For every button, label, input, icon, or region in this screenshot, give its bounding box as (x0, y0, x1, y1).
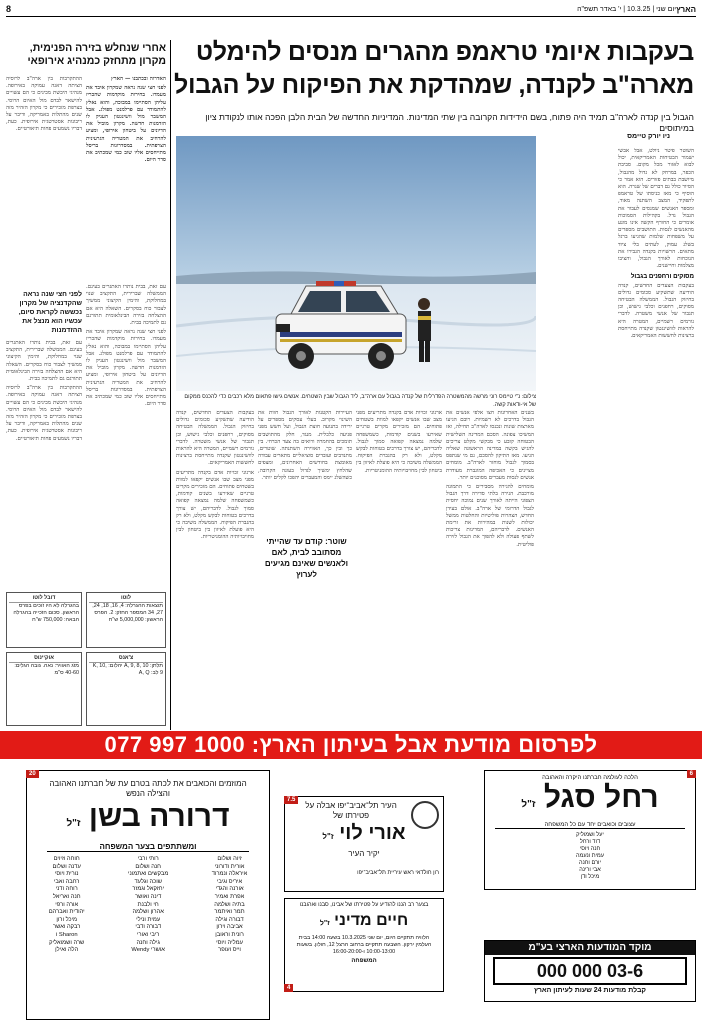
notice-name-text: דרורה בשן (88, 800, 230, 833)
lotto-label: לוטו (89, 595, 163, 603)
ocean-text: מזג האוויר: נאה. גובה הגלים: 40-60 ס"מ (14, 663, 79, 676)
notice-top-text: המוזמים והכואבים את לכתה בטרם עת של חברתנו האהובה והצילה הנפש (49, 779, 247, 798)
notice-name-line: חנה ושלום (135, 863, 161, 870)
article-column-1 (618, 148, 694, 726)
sidebar-text-2: ההתקרבות בין ארה"ב לרוסיה הציתה דאגה עמוקה באירופה. מנהיגי היבשת מבינים כי הם עשויים להישאר לבדם מול האיום הרוסי. בצרפת מזכירים כי מקרון הזהיר מזה שנים מהתלות באמריקה, ודיבר על ריבונות אסטרטגית אירופית. כעת, דבריו נשמעים פחות תיאורטיים. (6, 76, 82, 133)
names-column-right (212, 856, 248, 955)
article-subhead: הגבול בין קנדה לארה"ב תמיד היה פתוח, בשם הידידות הקרובה בין שתי המדינות. המדיניות החדשה של הבית הלבן הפכה אותו לנקודת ציון במיתוסים (205, 112, 694, 133)
notice-name-line: זיוה ושלום (217, 856, 242, 862)
ads-center-phone: 03-6 000 000 (493, 957, 687, 985)
notice-names-grid (27, 856, 269, 955)
notice-text: הלוויה תתקיים היום, יום שני 10.3.2025 בשעה 14:00 בבית העלמין ירקון. השבעה תתקיים ברחוב הרצל 12, חולון. בשעות 10:00-13:00 ו-16:00-20:00 (296, 935, 432, 955)
sidebar-text-3b: עם זאת, בבית נותרו האתגרים בעינם. הממשלה שברירית, התקציב שנוי במחלוקת, והימין הקיצוני ממשיך לצבור כוח בסקרים. השאלה היא אם ההצלחה בזירה הבינלאומית תתורגם גם לתמיכה בבית. (6, 340, 82, 383)
notice-badge: 6 (687, 770, 696, 778)
sidebar-column-right-2 (86, 284, 166, 584)
sidebar-text-3: עם זאת, בבית נותרו האתגרים בעינם. הממשלה שברירית, התקציב שנוי במחלוקת, והימין הקיצוני ממשיך לצבור כוח בסקרים. השאלה היא אם ההצלחה בזירה הבינלאומית תתורגם גם לתמיכה בבית. (86, 284, 166, 327)
double-lotto-label: דובל לוטו (9, 595, 79, 603)
notice-family: המשפחה (351, 958, 377, 964)
notice-name-line: אהרון ושלמה (132, 909, 164, 916)
notice-top-text: העיר תל־אביב־יפו אבלה על פטירתו של (305, 801, 397, 820)
notice-name-line: חי ולבנת (137, 901, 159, 908)
double-lotto-text: בהגרלה לא היו זוכים בפרס הראשון. סכום הזכייה בהגרלה הבאה: 750,000 ש"ח (13, 603, 79, 623)
article-col1-text: השוטר פיטר ניולט, אבל אבשי ישמור הבטיחות האמריקאית, יכול לבוא לאזור מכל מקום. סביבת הכפר, במרחק לא גדול מהגבול, מיושבת בבתים פזורים. הוא אמר כי הסיור כולל גם דברים של שגרה. הוא הוסיף כי מאז כניסתו של טראמפ לתפקיד, המצב השתנה מאוד, ומספר האנשים שמנסים לעבור את הגבול גדל. בקהילות הסמוכות אומרים כי החורף הקשה אינו מונע מהאנשים לנסות. התושבים מספרים על משפחות שלמות שהגיעו ברגל בשלג עמוק, לעתים בלי ציוד מתאים. הרשויות בקנדה הגבירו את הנוכחות לאורך הגבול, והציבו מצלמות וחיישנים. (618, 148, 694, 270)
notice-name-line: שרה ושמואליק (49, 939, 85, 946)
notice-name-line: אבי ורינה (579, 867, 601, 873)
notice-names (485, 832, 695, 881)
notice-name-line: אורנה והגדי (215, 886, 244, 893)
notice-name-line: ריבי ואורי (137, 931, 160, 938)
photo-caption (176, 393, 536, 409)
notice-name-line: רותי ורבי (137, 856, 159, 862)
notice-name-text: חיים מדיני (334, 912, 409, 929)
page-number: 8 (6, 4, 12, 14)
notice-name-line: יורם וחנה (579, 860, 601, 866)
article-col5-extra: בעקבות הצעדים החדשים, קנדה הודיעה שתשקיע סכומים גדולים בחיזוק הגבול. הממשלה הבטיחה מסוקים, רחפנים וכלבי גישוש, וכן תגבור של אנשי משטרה. לדברי גורמים רשמיים, המטרה היא להראות לוושינגטון שקנדה מתייחסת ברצינות לחששות האמריקאים. (176, 410, 254, 467)
notice-role: יקיר העיר (348, 849, 380, 858)
sidebar-headline: אחרי שנחלש בזירה הפנימית, מקרון מתחזק כמנהיג אירופאי (27, 42, 166, 67)
notice-name-line: הלה ואילן (55, 947, 79, 954)
notice-name-line: נורית ויוסי (54, 871, 79, 878)
notice-name-line: חוחה וזיוים (53, 856, 80, 862)
notice-bottom: רון חולדאי ראש עיריית תל־אביב־יפו (357, 870, 439, 876)
notice-name (485, 781, 695, 822)
notice-name-line: איראלה ונמרוד (211, 871, 248, 878)
notice-name-line: תמר ואיתמר (214, 909, 245, 916)
notice-name-line: חנה ואריאל (52, 893, 81, 900)
article-col5-text: מומחים להגירה מסבירים כי התמונה מורכבת. הגירה בלתי סדירה דרך הגבול הצפוני הייתה לאורך שנים נמוכה יחסית לגבול הדרומי של ארה"ב. אולם בעידן החדש, הצהרות פוליטיות והחלטות ממשל יכולות לשנות במהירות את זרימת האנשים. לדבריהם, המדינות צריכות לשתף פעולה ולא להפוך את הגבול לזירה פוליטית. (446, 484, 534, 548)
article-col2-text: בשנים האחרונות חצו אלפי אנשים את הגבול בדרכים לא רשמיות. רובם הגיעו מארצות שונות ונכנסו לארה"ב תחילה, ואז המשיכו צפונה. הסכם המדינה השלישית הבטוחה קובע כי מבקשי מקלט צריכים להגיש בקשה במדינה הראשונה שאליה הגיעו. מאז התיקון להסכם, גם מי שנתפס בסמוך לגבול מוחזר לארה"ב. מומחים מציינים כי האכיפה המוגברת מעודדת אנשים לנסות מעברים מסוכנים יותר. (446, 410, 534, 481)
ads-center-title: מוקד המודעות הארצי בע"מ (485, 941, 695, 955)
photo-credit: צילום: נ"י טיימס (499, 394, 536, 400)
notice-name-line: יעל ושמוליק (576, 832, 604, 838)
issue-date: יום שני | 10.3.25 | י' באדר תשפ"ה (577, 5, 677, 13)
notice-name-line: דבורה ודבי (135, 924, 162, 931)
notice-name-line: שוכה וגלעד (134, 878, 162, 885)
notice-name-line: אורה ורפי (55, 901, 79, 908)
notice-name-line: אביבה וירון (216, 924, 243, 931)
death-notice-bashan (26, 770, 270, 1020)
caption-text: רוני מרשה מהמשטרה הפדרלית של קנדה בגבול עם ארה"ב, ליד הגבול שבין השטחים. אנשים גישו פתאום מלא רכבים כדי להכנס ממקום של אי-ודאות קשה. (184, 394, 536, 408)
ocean-label: אוקיינוס (9, 655, 79, 663)
publication-name: הארץ (676, 4, 696, 14)
article-column-5 (176, 410, 254, 726)
notice-name-line: אפרת ואמיר (214, 893, 245, 900)
sidebar-byline: האדרוה ובכתבנו — הארץ (111, 76, 166, 82)
article-col1-heading: מסוקים ורחפנים בגבול (630, 273, 694, 281)
notice-name-line: בתיה ושלמה (214, 901, 245, 908)
notice-name-line: עמליה ויוסי (216, 939, 243, 946)
ocean-box (6, 652, 82, 726)
notice-top-text: הלכה לעולמה חברתנו היקרה והאהובה (542, 775, 638, 781)
names-column-left (49, 856, 85, 955)
notice-name-line: דינה ואושר (135, 893, 162, 900)
double-lotto-box (6, 592, 82, 648)
chance-text: תלתן: A, 9, 8, 10 יהלום: K, 10, 9 לב: A, Q (92, 663, 163, 676)
sidebar-rule (170, 40, 171, 730)
snowfield-police-car-image (176, 136, 536, 391)
notice-name-line: רבקה ואשר (53, 924, 81, 931)
notice-suffix: ז"ל (521, 799, 536, 810)
death-notice-madini (284, 898, 444, 992)
names-column-middle (128, 856, 168, 955)
notice-name (27, 799, 269, 842)
notice-suffix: ז"ל (322, 832, 334, 841)
ads-center-box (484, 940, 696, 1002)
city-emblem-icon (411, 801, 439, 829)
notice-name-line: עמית ונעמה (575, 853, 605, 859)
sidebar-text-1b: לפני חצי שנה נראה שמקרון איבד את מעמדו. בחירות מוקדמות שהכריז עליהן הסתיימו במבוכה, והוא נאלץ להתמודד עם פרלמנט מפולג. אבל המשבר מול וושינגטון העניק לו הזדמנות חדשה. מקרון מוביל את הדיונים על ביטחון אירופי, ומציע להרחיב את המטריה הגרעינית הצרפתית. במסדרונות בריסל מתייחסים אליו שוב כמי שמכתיב את סדר היום. (86, 329, 166, 408)
article-pullquote: שוטר: קודם עד שהייתי מסתובב לבית, לאם ולאנשים שאינם מגיעים לערוץ (264, 537, 349, 579)
notice-name-line: רחבה ואבי (53, 878, 80, 885)
article-headline: בעקבות איומי טראמפ מהגרים מנסים להימלט מארה"ב לקנדה, שמהדקת את הפיקוח על הגבול (173, 38, 694, 99)
notice-badge: 7.5 (284, 796, 298, 804)
notice-name-line: אושרי Wendy (131, 947, 165, 954)
masthead (6, 2, 696, 17)
notice-name-text: אורי לוי (339, 822, 406, 844)
death-notice-segal (484, 770, 696, 890)
article-byline: ניו יורק טיימס (627, 133, 670, 140)
article-col1b-text: בעקבות הצעדים החדשים, קנדה הודיעה שתשקיע סכומים גדולים בחיזוק הגבול. הממשלה הבטיחה מסוקים, רחפנים וכלבי גישוש, וכן תגבור של אנשי משטרה. לדברי גורמים רשמיים, המטרה היא להראות לוושינגטון שקנדה מתייחסת ברצינות לחששות האמריקאים. (618, 282, 694, 340)
sidebar-column-left-2 (6, 340, 82, 584)
notice-badge: 20 (26, 770, 39, 778)
notice-suffix: ז"ל (66, 818, 81, 829)
article-column-2 (446, 410, 534, 726)
article-photo (176, 136, 536, 391)
lotto-text: תוצאות ההגרלה: 4, 16, 18, 24, 27, 34 המספר החזק: 2. הפרס הראשון: 5,000,000 ש"ח (92, 603, 163, 623)
article-column-3 (356, 410, 442, 726)
lotto-box (86, 592, 166, 648)
notice-name-line: דוד ורחל (579, 839, 601, 845)
notice-name-line: גילה וחנה (136, 939, 160, 946)
notice-sub: ומשתתפים בצער המשפחה (47, 842, 249, 852)
notice-name-text: רחל סגל (543, 781, 659, 814)
notice-name-line: אורית ודורוני (214, 863, 245, 870)
notice-name-line: Sharon ו (55, 931, 78, 938)
article-col5-extra2: ארגוני זכויות אדם בקנדה מתריעים מפני מצב שבו אנשים יקפאו למוות בשטחים פתוחים. הם מזכירים מקרים טרגיים שאירעו בשנים קודמות, כשמשפחה שלמה נמצאה קפואה סמוך לגבול. לדבריהם, יש צורך בדרכים בטוחות לבקש מקלט, ולא רק בהגברת הפיקוח. הממשלה משיבה כי היא פועלת לאיזון בין ביטחון לבין מחויבויותיה ההומניטריות. (176, 469, 254, 541)
notice-name (285, 912, 443, 933)
notice-name-line: מיכל ורון (56, 916, 77, 923)
notice-suffix: ז"ל (319, 920, 330, 927)
notice-name-line: מיכל ודן (580, 874, 600, 880)
notice-name-line: חנה ויוסי (579, 846, 601, 852)
article-col3-text: ארגוני זכויות אדם בקנדה מתריעים מפני מצב שבו אנשים יקפאו למוות בשטחים פתוחים. הם מזכירים מקרים טרגיים שאירעו בשנים קודמות, כשמשפחה שלמה נמצאה קפואה סמוך לגבול. לדבריהם, יש צורך בדרכים בטוחות לבקש מקלט, ולא רק בהגברת הפיקוח. הממשלה משיבה כי היא פועלת לאיזון בין ביטחון לבין מחויבויותיה ההומניטריות. (356, 410, 442, 474)
sidebar-column-right (86, 76, 166, 276)
sidebar-subtitle: לפני חצי שנה נראה שהקדנציה של מקרון נכששה לקראת סיום, עכשיו הוא מנצל את ההזדמנות (18, 291, 82, 334)
notice-badge: 4 (284, 984, 293, 992)
notice-name-line: יהודית ואברהם (48, 909, 85, 916)
sidebar-text-2b: ההתקרבות בין ארה"ב לרוסיה הציתה דאגה עמוקה באירופה. מנהיגי היבשת מבינים כי הם עשויים להישאר לבדם מול האיום הרוסי. בצרפת מזכירים כי מקרון הזהיר מזה שנים מהתלות באמריקה, ודיבר על ריבונות אסטרטגית אירופית. כעת, דבריו נשמעים פחות תיאורטיים. (6, 385, 82, 442)
sidebar-column-left (6, 76, 82, 286)
death-notice-levy (284, 796, 444, 892)
chance-box (86, 652, 166, 726)
sidebar-text-1: לפני חצי שנה נראה שמקרון איבד את מעמדו. בחירות מוקדמות שהכריז עליהן הסתיימו במבוכה, והוא נאלץ להתמודד עם פרלמנט מפולג. אבל המשבר מול וושינגטון העניק לו הזדמנות חדשה. מקרון מוביל את הדיונים על ביטחון אירופי, ומציע להרחיב את המטריה הגרעינית הצרפתית. במסדרונות בריסל מתייחסים אליו שוב כמי שמכתיב את סדר היום. (86, 85, 166, 164)
notice-name-line: יחזקאל וגמזר (132, 886, 164, 893)
ad-bar: לפרסום מודעת אבל בעיתון הארץ: 1000 997 077 (0, 731, 702, 759)
notice-sub: עצובים וכואבים יחד עם כל המשפחה (495, 822, 685, 829)
article-column-4a (258, 410, 352, 530)
ads-center-sub: קבלת מודעות 24 שעות לעיתון הארץ (533, 987, 647, 994)
chance-label: צ'אנס (89, 655, 163, 663)
notice-name-line: איריס וגיבי (216, 878, 243, 885)
notice-name-line: רונית וראובן (215, 931, 244, 938)
notice-name-line: וייס ועופר (218, 947, 241, 954)
notice-top-text: בצער רב הננו להודיע על פטירתו של אבינו, סבנו ואהובנו (299, 902, 429, 908)
notice-name-line: עמית ונילי (136, 916, 161, 923)
notice-name-line: רוחה ודני (55, 886, 78, 893)
article-col4-text: העיירות הקטנות לאורך הגבול חוות את השינוי מקרוב. בעלי עסקים מספרים על ירידה בתנועה חוצת הגבול, ועל חשש מפני פגיעה כלכלית. מנגד, חלק מהתושבים תומכים בהחמרה ורואים בה צעד הכרחי. בין כך ובין כך, האווירה השתנתה. שוטרים, מתנדבים ועובדים סוציאליים מתארים עבודה מאומצת בחודשים האחרונים, ומצפים שהלחץ ימשיך לגדול בעונה הקרובה, כשהשלג יימס והמעברים יהפכו לקלים יותר. (258, 410, 352, 481)
notice-name-line: מבקשים ואתמוני (128, 871, 169, 878)
notice-name-line: דבורה וגילה (215, 916, 244, 923)
notice-name-line: עדנה ושלום (52, 863, 81, 870)
